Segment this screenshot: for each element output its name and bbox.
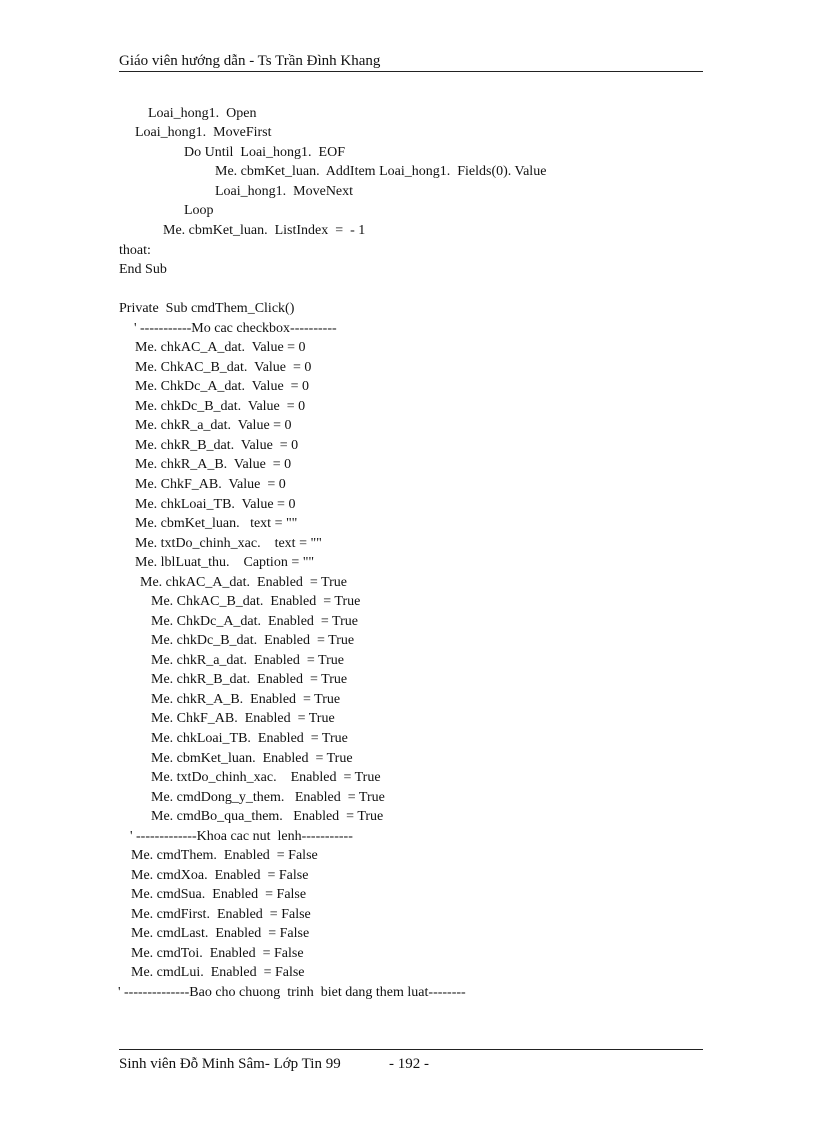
code-line: Me. cmdFirst. Enabled = False [131, 907, 311, 922]
code-line: Me. cmdThem. Enabled = False [131, 848, 318, 863]
code-line: Loai_hong1. MoveNext [215, 184, 354, 199]
code-line: Me. cbmKet_luan. AddItem Loai_hong1. Fields(0). Value [215, 164, 547, 179]
code-line: Loop [184, 203, 214, 218]
code-line: ' -----------Mo cac checkbox---------- [134, 321, 337, 336]
code-line: Me. ChkAC_B_dat. Enabled = True [151, 594, 361, 609]
code-line: Me. cmdLui. Enabled = False [131, 965, 305, 980]
code-line: Do Until Loai_hong1. EOF [184, 145, 345, 160]
code-line: Me. chkDc_B_dat. Value = 0 [135, 399, 306, 414]
page-footer: Sinh viên Đỗ Minh Sâm- Lớp Tin 99 [119, 1056, 341, 1072]
code-line: Me. chkR_B_dat. Value = 0 [135, 438, 299, 453]
code-line: Me. cmdLast. Enabled = False [131, 926, 310, 941]
code-line: Me. ChkDc_A_dat. Value = 0 [135, 379, 310, 394]
code-line: Me. cmdXoa. Enabled = False [131, 868, 309, 883]
footer-rule [119, 1049, 703, 1050]
code-line: Me. chkR_a_dat. Enabled = True [151, 653, 344, 668]
code-line: Me. chkR_A_B. Value = 0 [135, 457, 292, 472]
code-line: Me. cbmKet_luan. ListIndex = - 1 [163, 223, 366, 238]
code-line: Me. chkR_A_B. Enabled = True [151, 692, 341, 707]
code-line: Me. chkAC_A_dat. Enabled = True [140, 575, 347, 590]
code-line: Me. ChkF_AB. Enabled = True [151, 711, 335, 726]
code-line: Me. cbmKet_luan. Enabled = True [151, 751, 353, 766]
page-header: Giáo viên hướng dẫn - Ts Trần Đình Khang [119, 53, 381, 69]
code-line: Me. cmdSua. Enabled = False [131, 887, 307, 902]
code-line: Me. chkAC_A_dat. Value = 0 [135, 340, 306, 355]
code-line: Private Sub cmdThem_Click() [119, 301, 295, 316]
code-line: Me. txtDo_chinh_xac. Enabled = True [151, 770, 381, 785]
code-line: End Sub [119, 262, 167, 277]
code-line: Me. txtDo_chinh_xac. text = "" [135, 536, 322, 551]
code-line: Me. cmdToi. Enabled = False [131, 946, 304, 961]
page-number: - 192 - [389, 1056, 429, 1072]
code-line: ' -------------Khoa cac nut lenh----------- [130, 829, 353, 844]
code-line: Me. lblLuat_thu. Caption = "" [135, 555, 315, 570]
code-line: Loai_hong1. MoveFirst [135, 125, 272, 140]
code-line: Me. chkDc_B_dat. Enabled = True [151, 633, 355, 648]
code-line: Me. cbmKet_luan. text = "" [135, 516, 298, 531]
code-line: Me. cmdBo_qua_them. Enabled = True [151, 809, 384, 824]
code-line: Loai_hong1. Open [148, 106, 257, 121]
code-line: Me. ChkAC_B_dat. Value = 0 [135, 360, 312, 375]
code-line: Me. chkLoai_TB. Enabled = True [151, 731, 348, 746]
code-line: thoat: [119, 243, 151, 258]
code-line: Me. chkR_a_dat. Value = 0 [135, 418, 292, 433]
code-line: Me. chkLoai_TB. Value = 0 [135, 497, 296, 512]
code-line: Me. chkR_B_dat. Enabled = True [151, 672, 348, 687]
code-line: Me. ChkF_AB. Value = 0 [135, 477, 286, 492]
code-line: Me. ChkDc_A_dat. Enabled = True [151, 614, 358, 629]
code-line: Me. cmdDong_y_them. Enabled = True [151, 790, 385, 805]
code-line: ' --------------Bao cho chuong trinh biet dang them luat-------- [118, 985, 466, 1000]
